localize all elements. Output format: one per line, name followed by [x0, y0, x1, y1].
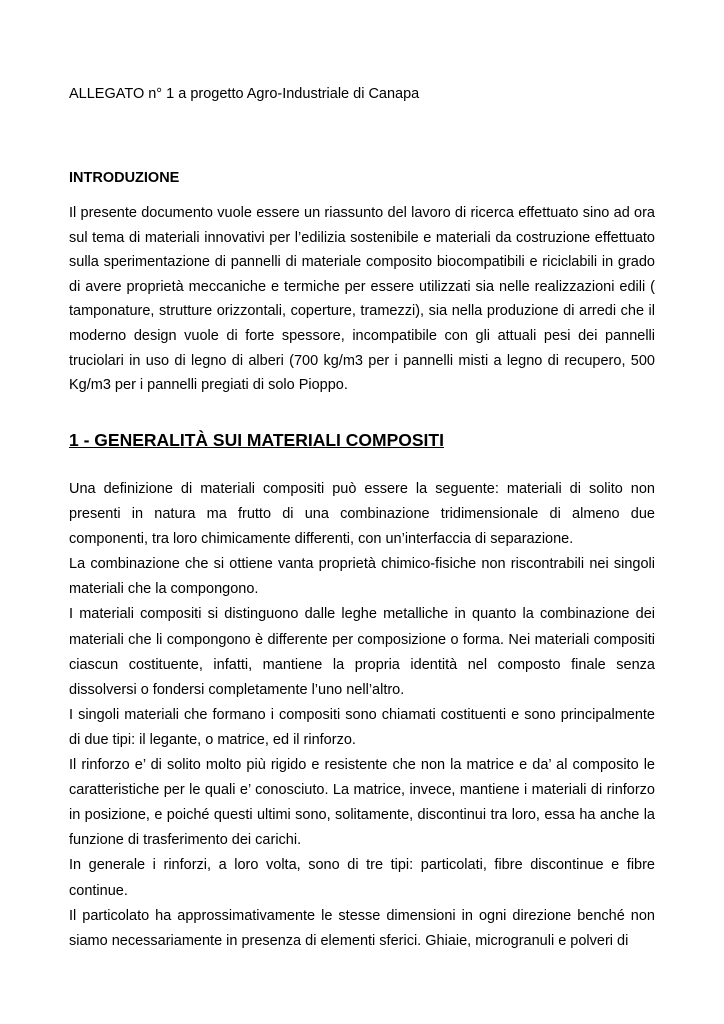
section-1-heading: 1 - GENERALITÀ SUI MATERIALI COMPOSITI [69, 430, 444, 450]
intro-paragraph: Il presente documento vuole essere un riassunto del lavoro di ricerca effettuato sino ad ora sul tema di materiali innovativi per l’edilizia sostenibile e materiali da costruzione effettuato sulla sperimentazione di pannelli di materiale composito biocompatibili e riciclabili in grado di avere proprietà meccaniche e termiche per essere utilizzati sia nelle realizzazioni edili ( tamponature, strutture orizzontali, coperture, tramezzi), sia nella produzione di arredi che il moderno design vuole di forte spessore, incompatibile con gli attuali pesi dei pannelli truciolari in uso di legno di alberi (700 kg/m3 per i pannelli misti a legno di recupero, 500 Kg/m3 per i pannelli pregiati di solo Pioppo. [69, 205, 655, 394]
intro-heading: INTRODUZIONE [69, 170, 180, 186]
section-1-body [69, 477, 655, 954]
section-1-paragraph: Il particolato ha approssimativamente le stesse dimensioni in ogni direzione benché non siamo necessariamente in presenza di elementi sferici. Ghiaie, microgranuli e polveri di [69, 907, 655, 949]
section-1-paragraph: I singoli materiali che formano i compositi sono chiamati costituenti e sono principalmente di due tipi: il legante, o matrice, ed il rinforzo. [69, 706, 655, 748]
section-1-paragraph: In generale i rinforzi, a loro volta, sono di tre tipi: particolati, fibre discontinue e fibre continue. [69, 857, 655, 899]
section-1-paragraph: La combinazione che si ottiene vanta proprietà chimico-fisiche non riscontrabili nei singoli materiali che la compongono. [69, 556, 655, 598]
section-1-paragraph: I materiali compositi si distinguono dalle leghe metalliche in quanto la combinazione dei materiali che li compongono è differente per composizione o forma. Nei materiali compositi ciascun costituente, infatti, mantiene la propria identità nel composto finale senza dissolversi o fondersi completamente l’uno nell’altro. [69, 606, 655, 698]
section-1-paragraph: Il rinforzo e’ di solito molto più rigido e resistente che non la matrice e da’ al composito le caratteristiche per le quali e’ conosciuto. La matrice, invece, mantiene i materiali di rinforzo in posizione, e poiché questi ultimi sono, solitamente, discontinui tra loro, essa ha anche la funzione di trasferimento dei carichi. [69, 757, 655, 849]
attachment-title: ALLEGATO n° 1 a progetto Agro-Industriale di Canapa [69, 86, 420, 102]
section-1-paragraph: Una definizione di materiali compositi può essere la seguente: materiali di solito non presenti in natura ma frutto di una combinazione tridimensionale di almeno due componenti, tra loro chimicamente differenti, con un’interfaccia di separazione. [69, 481, 655, 548]
